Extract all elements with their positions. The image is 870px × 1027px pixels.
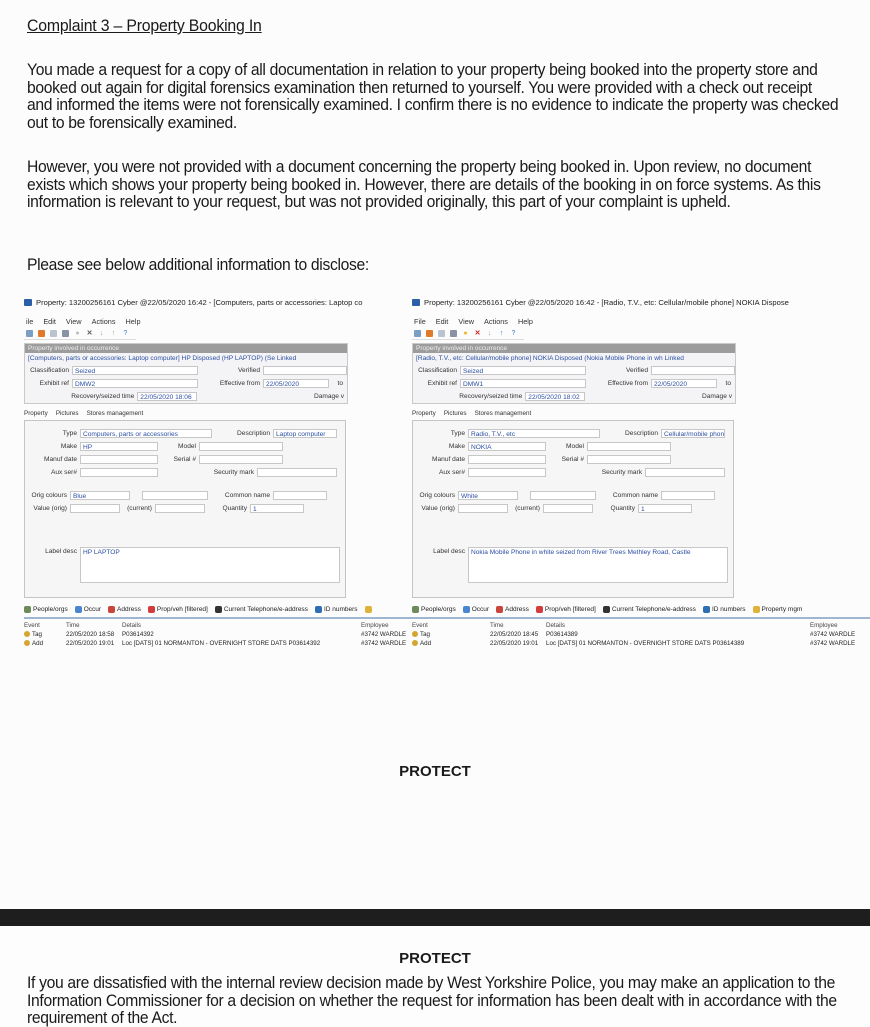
effective-from-field[interactable]: 22/05/2020: [651, 379, 717, 388]
orig-colours-field[interactable]: Blue: [70, 491, 130, 500]
common-name-field[interactable]: [273, 491, 327, 500]
to-label: to: [337, 380, 343, 387]
menu-help[interactable]: Help: [517, 316, 533, 326]
model-label: Model: [566, 443, 584, 450]
delete-icon[interactable]: ✕: [86, 330, 93, 337]
document-icon[interactable]: [438, 330, 445, 337]
tab-pictures[interactable]: Pictures: [443, 410, 467, 417]
orig-colours-label: Orig colours: [31, 492, 67, 499]
tag-icon: [412, 631, 418, 637]
aux-ser-label: Aux ser#: [438, 469, 465, 476]
people-icon: [24, 606, 31, 613]
add-icon: [412, 640, 418, 646]
paragraph-disclose-intro: Please see below additional information to disclose:: [27, 255, 369, 274]
menu-view[interactable]: View: [65, 316, 82, 326]
orig-colours-field[interactable]: White: [458, 491, 518, 500]
arrow-down-icon[interactable]: ↓: [99, 330, 104, 337]
description-label: Description: [237, 430, 270, 437]
property-tabs: [412, 410, 870, 417]
aux-ser-label: Aux ser#: [50, 469, 77, 476]
security-mark-field[interactable]: [257, 468, 337, 477]
value-orig-field[interactable]: [70, 504, 120, 513]
description-field[interactable]: Laptop computer: [273, 429, 337, 438]
make-field[interactable]: HP: [80, 442, 158, 451]
tab-telephone[interactable]: Current Telephone/e-address: [603, 606, 696, 613]
toolbar: [412, 328, 524, 340]
manuf-date-field[interactable]: [80, 455, 158, 464]
page-divider: [0, 909, 870, 926]
verified-field[interactable]: [263, 366, 347, 375]
tab-occur[interactable]: Occur: [75, 606, 101, 613]
label-desc-label: Label desc: [45, 548, 77, 555]
damage-label: Damage v: [313, 393, 344, 400]
recovery-time-label: Recovery/seized time: [459, 393, 523, 400]
id-card-icon: [315, 606, 322, 613]
circle-icon[interactable]: ●: [463, 330, 468, 337]
related-tabs: [412, 604, 870, 615]
quantity-field[interactable]: 1: [638, 504, 692, 513]
people-icon: [412, 606, 419, 613]
label-desc-field[interactable]: Nokia Mobile Phone in white seized from River Trees Methley Road, Castle: [468, 547, 728, 583]
recovery-time-label: Recovery/seized time: [71, 393, 135, 400]
id-card-icon: [703, 606, 710, 613]
event-row[interactable]: Tag 22/05/2020 18:45 P03614389 #3742 WARDLE: [412, 630, 870, 639]
property-window-laptop: [24, 296, 419, 686]
tab-people-orgs[interactable]: People/orgs: [412, 606, 456, 613]
manuf-date-label: Manuf date: [44, 456, 77, 463]
make-field[interactable]: NOKIA: [468, 442, 546, 451]
paragraph-request: You made a request for a copy of all documentation in relation to your property being booked into the property store and booked out again for digital forensics examination then returned to yourself. You were provided with a check out receipt and informed the items were not forensically examined. I confirm there is no evidence to indicate the property was checked out to be forensically examined.: [27, 60, 839, 132]
property-link[interactable]: [Radio, T.V., etc: Cellular/mobile phone] NOKIA Disposed (Nokia Mobile Phone in wh Linked: [416, 355, 684, 362]
verified-label: Verified: [626, 367, 648, 374]
section-heading: Complaint 3 – Property Booking In: [27, 16, 262, 35]
property-panel: [412, 343, 736, 404]
edit-icon[interactable]: [38, 330, 45, 337]
property-icon[interactable]: [365, 606, 372, 613]
quantity-label: Quantity: [222, 505, 247, 512]
protect-marking: PROTECT: [399, 763, 471, 780]
tab-property-mgmt[interactable]: Property mgm: [753, 606, 803, 613]
description-label: Description: [625, 430, 658, 437]
verified-field[interactable]: [651, 366, 735, 375]
value-orig-label: Value (orig): [421, 505, 455, 512]
exhibit-ref-label: Exhibit ref: [427, 380, 457, 387]
window-titlebar: [24, 296, 419, 309]
type-label: Type: [62, 430, 77, 437]
property-window-nokia: [412, 296, 870, 686]
label-desc-label: Label desc: [433, 548, 465, 555]
menu-view[interactable]: View: [458, 316, 475, 326]
property-link[interactable]: [Computers, parts or accessories: Laptop computer] HP Disposed (HP LAPTOP) (Se Linked: [28, 355, 297, 362]
paragraph-upheld: However, you were not provided with a document concerning the property being booked in. Upon review, no document exists which shows your property being booked in. However, there are details of the booking in on force systems. As this information is relevant to your request, but was not provided originally, this part of your complaint is upheld.: [27, 157, 821, 212]
type-field[interactable]: Radio, T.V., etc: [468, 429, 600, 438]
orig-colours-field-2[interactable]: [142, 491, 208, 500]
protect-marking-page-2: PROTECT: [399, 950, 471, 967]
arrow-down-icon[interactable]: ↓: [487, 330, 492, 337]
events-list: [412, 617, 870, 648]
orig-colours-label: Orig colours: [419, 492, 455, 499]
type-field[interactable]: Computers, parts or accessories: [80, 429, 212, 438]
quantity-label: Quantity: [610, 505, 635, 512]
tab-pictures[interactable]: Pictures: [55, 410, 79, 417]
menu-bar: [412, 314, 870, 328]
security-mark-field[interactable]: [645, 468, 725, 477]
tab-id-numbers[interactable]: ID numbers: [703, 606, 746, 613]
document-icon[interactable]: [50, 330, 57, 337]
current-label: (current): [515, 505, 540, 512]
value-orig-label: Value (orig): [33, 505, 67, 512]
menu-file[interactable]: ile: [26, 316, 34, 326]
delete-icon[interactable]: ✕: [474, 330, 481, 337]
quantity-field[interactable]: 1: [250, 504, 304, 513]
help-icon[interactable]: ?: [511, 330, 516, 337]
tag-icon: [24, 631, 30, 637]
common-name-label: Common name: [612, 492, 658, 499]
make-label: Make: [60, 443, 77, 450]
window-titlebar: [412, 296, 870, 309]
common-name-label: Common name: [224, 492, 270, 499]
exhibit-ref-field[interactable]: DMW2: [72, 379, 198, 388]
orig-colours-field-2[interactable]: [530, 491, 596, 500]
make-label: Make: [448, 443, 465, 450]
toolbar: [24, 328, 136, 340]
related-tabs: [24, 604, 419, 615]
tab-stores-management[interactable]: Stores management: [474, 410, 532, 417]
address-icon: [496, 606, 503, 613]
serial-field[interactable]: [199, 455, 283, 464]
menu-actions[interactable]: Actions: [484, 316, 508, 326]
events-list: [24, 617, 419, 648]
menu-help[interactable]: Help: [125, 316, 141, 326]
current-field[interactable]: [543, 504, 593, 513]
tab-address[interactable]: Address: [496, 606, 529, 613]
model-field[interactable]: [587, 442, 671, 451]
occurrence-icon: [75, 606, 82, 613]
model-field[interactable]: [199, 442, 283, 451]
aux-ser-field[interactable]: [468, 468, 546, 477]
model-label: Model: [178, 443, 196, 450]
description-field[interactable]: Cellular/mobile phon: [661, 429, 725, 438]
edit-icon[interactable]: [426, 330, 433, 337]
classification-label: Classification: [418, 367, 457, 374]
print-icon[interactable]: [414, 330, 421, 337]
tab-stores-management[interactable]: Stores management: [86, 410, 144, 417]
current-label: (current): [127, 505, 152, 512]
security-mark-label: Security mark: [213, 469, 254, 476]
app-icon: [412, 299, 420, 306]
common-name-field[interactable]: [661, 491, 715, 500]
tab-property[interactable]: Property: [24, 410, 48, 417]
help-icon[interactable]: ?: [123, 330, 128, 337]
manuf-date-field[interactable]: [468, 455, 546, 464]
print-icon[interactable]: [26, 330, 33, 337]
events-header: Event Time Details Employee: [412, 622, 838, 629]
effective-from-field[interactable]: 22/05/2020: [263, 379, 329, 388]
classification-select[interactable]: Seized: [72, 366, 198, 375]
recovery-time-field[interactable]: 22/05/2020 18:06: [137, 392, 197, 401]
tab-address[interactable]: Address: [108, 606, 141, 613]
vehicle-icon: [536, 606, 543, 613]
property-panel: [24, 343, 348, 404]
app-icon: [24, 299, 32, 306]
tab-prop-veh[interactable]: Prop/veh [filtered]: [536, 606, 596, 613]
menu-bar: [24, 314, 419, 328]
menu-file[interactable]: File: [414, 316, 426, 326]
menu-actions[interactable]: Actions: [91, 316, 116, 326]
serial-label: Serial #: [173, 456, 196, 463]
event-row[interactable]: Tag 22/05/2020 18:58 P03614392 #3742 WARDLE: [24, 630, 419, 639]
window-title: Property: 13200256161 Cyber @22/05/2020 16:42 - [Computers, parts or accessories: Laptop co: [36, 298, 363, 307]
tab-occur[interactable]: Occur: [463, 606, 489, 613]
tab-people-orgs[interactable]: People/orgs: [24, 606, 68, 613]
to-label: to: [725, 380, 731, 387]
save-icon[interactable]: [62, 330, 69, 337]
menu-edit[interactable]: Edit: [435, 316, 449, 326]
tab-prop-veh[interactable]: Prop/veh [filtered]: [148, 606, 208, 613]
effective-from-label: Effective from: [607, 380, 648, 387]
classification-label: Classification: [30, 367, 69, 374]
telephone-icon: [603, 606, 610, 613]
arrow-up-icon[interactable]: ↑: [111, 330, 116, 337]
effective-from-label: Effective from: [219, 380, 260, 387]
damage-label: Damage v: [701, 393, 732, 400]
property-details: [24, 420, 346, 598]
address-icon: [108, 606, 115, 613]
exhibit-ref-field[interactable]: DMW1: [460, 379, 586, 388]
tab-id-numbers[interactable]: ID numbers: [315, 606, 358, 613]
aux-ser-field[interactable]: [80, 468, 158, 477]
telephone-icon: [215, 606, 222, 613]
current-field[interactable]: [155, 504, 205, 513]
property-details: [412, 420, 734, 598]
property-tabs: [24, 410, 419, 417]
circle-icon[interactable]: ●: [75, 330, 80, 337]
serial-label: Serial #: [561, 456, 584, 463]
paragraph-ico-appeal: If you are dissatisfied with the internal review decision made by West Yorkshire Police, you may make an application to the Information Commissioner for a decision on whether the request for information has been dealt with in accordance with the requirement of the Act.: [27, 973, 837, 1027]
recovery-time-field[interactable]: 22/05/2020 18:02: [525, 392, 585, 401]
tab-property[interactable]: Property: [412, 410, 436, 417]
serial-field[interactable]: [587, 455, 671, 464]
manuf-date-label: Manuf date: [432, 456, 465, 463]
verified-label: Verified: [238, 367, 260, 374]
label-desc-field[interactable]: HP LAPTOP: [80, 547, 340, 583]
save-icon[interactable]: [450, 330, 457, 337]
panel-header: Property involved in occurrence: [413, 344, 735, 353]
occurrence-icon: [463, 606, 470, 613]
type-label: Type: [450, 430, 465, 437]
value-orig-field[interactable]: [458, 504, 508, 513]
property-icon: [753, 606, 760, 613]
add-icon: [24, 640, 30, 646]
tab-telephone[interactable]: Current Telephone/e-address: [215, 606, 308, 613]
window-title: Property: 13200256161 Cyber @22/05/2020 16:42 - [Radio, T.V., etc: Cellular/mobile phone] NOKIA Dispose: [424, 298, 789, 307]
vehicle-icon: [148, 606, 155, 613]
security-mark-label: Security mark: [601, 469, 642, 476]
exhibit-ref-label: Exhibit ref: [39, 380, 69, 387]
event-row[interactable]: Add 22/05/2020 19:01 Loc [DATS] 01 NORMANTON - OVERNIGHT STORE DATS P03614389 #3742 WARDLE: [412, 639, 870, 648]
panel-header: Property involved in occurrence: [25, 344, 347, 353]
classification-select[interactable]: Seized: [460, 366, 586, 375]
event-row[interactable]: Add 22/05/2020 19:01 Loc [DATS] 01 NORMANTON - OVERNIGHT STORE DATS P03614392 #3742 WARDLE: [24, 639, 419, 648]
menu-edit[interactable]: Edit: [43, 316, 56, 326]
events-header: Event Time Details Employee: [24, 622, 389, 629]
arrow-up-icon[interactable]: ↑: [499, 330, 504, 337]
